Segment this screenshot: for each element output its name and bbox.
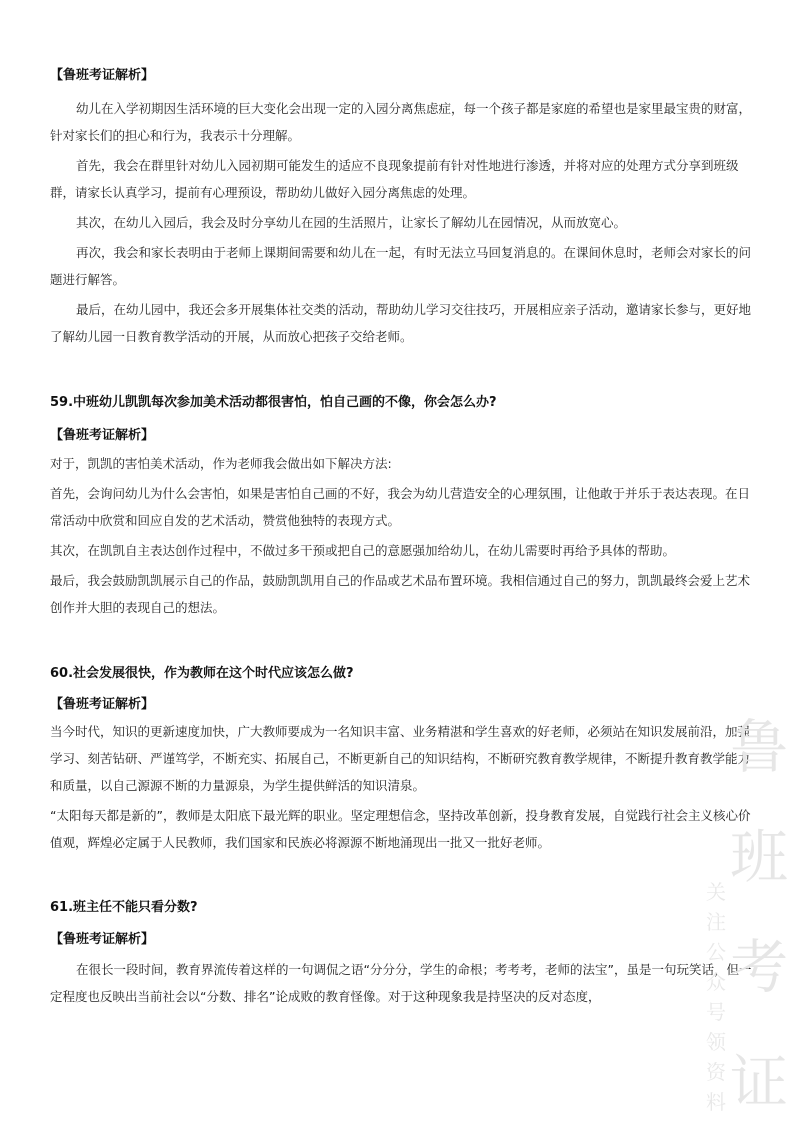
paragraph: 其次，在凯凯自主表达创作过程中，不做过多干预或把自己的意愿强加给幼儿，在幼儿需要时再给予具体的帮助。 bbox=[50, 543, 676, 558]
watermark-char: 证 bbox=[730, 1048, 789, 1116]
watermark-char: 资 bbox=[706, 1060, 726, 1084]
watermark-char: 众 bbox=[706, 970, 726, 994]
watermark-char: 考 bbox=[730, 933, 789, 1001]
paragraph: 对于，凯凯的害怕美术活动，作为老师我会做出如下解决方法: bbox=[50, 456, 392, 471]
paragraph: 最后，在幼儿园中，我还会多开展集体社交类的活动，帮助幼儿学习交往技巧，开展相应亲子活动，邀请家长参与，更好地了解幼儿园一日教育教学活动的开展，从而放心把孩子交给老师。 bbox=[50, 302, 752, 344]
paragraph: 首先，我会在群里针对幼儿入园初期可能发生的适应不良现象提前有针对性地进行渗透，并将对应的处理方式分享到班级群，请家长认真学习，提前有心理预设，帮助幼儿做好入园分离焦虑的处理。 bbox=[50, 158, 739, 200]
watermark-char: 领 bbox=[706, 1030, 726, 1054]
question-heading: 60.社会发展很快，作为教师在这个时代应该怎么做? bbox=[50, 666, 354, 681]
watermark-char: 号 bbox=[706, 1000, 726, 1024]
watermark-char: 鲁 bbox=[730, 713, 789, 781]
watermark-char: 料 bbox=[706, 1090, 726, 1114]
paragraph: 首先，会询问幼儿为什么会害怕，如果是害怕自己画的不好，我会为幼儿营造安全的心理氛围，让他敢于并乐于表达表现。在日常活动中欣赏和回应自发的艺术活动，赞赏他独特的表现方式。 bbox=[50, 486, 751, 528]
paragraph: 其次，在幼儿入园后，我会及时分享幼儿在园的生活照片，让家长了解幼儿在园情况，从而放宽心。 bbox=[76, 215, 627, 230]
watermark-char: 注 bbox=[706, 910, 726, 934]
analysis-tag: 【鲁班考证解析】 bbox=[50, 68, 155, 83]
question-heading: 61.班主任不能只看分数? bbox=[50, 900, 198, 915]
paragraph: 当今时代，知识的更新速度加快，广大教师要成为一名知识丰富、业务精湛和学生喜欢的好老师，必须站在知识发展前沿，加强学习、刻苦钻研、严谨笃学，不断充实、拓展自己，不断更新自己的知识结构，不断研究教育教学规律，不断提升教育教学能力和质量，以自己源源不断的力量源泉，为学生提供鲜活的知识清泉。 bbox=[50, 724, 751, 793]
paragraph: 最后，我会鼓励凯凯展示自己的作品，鼓励凯凯用自己的作品或艺术品布置环境。我相信通过自己的努力，凯凯最终会爱上艺术创作并大胆的表现自己的想法。 bbox=[50, 573, 751, 615]
analysis-tag: 【鲁班考证解析】 bbox=[50, 697, 155, 712]
watermark-char: 班 bbox=[730, 823, 789, 891]
paragraph: 幼儿在入学初期因生活环境的巨大变化会出现一定的入园分离焦虑症，每一个孩子都是家庭的希望也是家里最宝贵的财富，针对家长们的担心和行为，我表示十分理解。 bbox=[50, 101, 752, 143]
paragraph: 在很长一段时间，教育界流传着这样的一句调侃之语“分分分，学生的命根；考考考，老师的法宝”，虽是一句玩笑话，但一定程度也反映出当前社会以“分数、排名”论成败的教育怪像。对于这种现象我是持坚决的反对态度， bbox=[50, 962, 752, 1004]
paragraph: “太阳每天都是新的”，教师是太阳底下最光辉的职业。坚定理想信念，坚持改革创新，投身教育发展，自觉践行社会主义核心价值观，辉煌必定属于人民教师，我们国家和民族必将源源不断地涌现出一批又一批好老师。 bbox=[50, 808, 751, 850]
paragraph: 再次，我会和家长表明由于老师上课期间需要和幼儿在一起，有时无法立马回复消息的。在课间休息时，老师会对家长的问题进行解答。 bbox=[50, 245, 752, 287]
analysis-tag: 【鲁班考证解析】 bbox=[50, 932, 155, 947]
question-heading: 59.中班幼儿凯凯每次参加美术活动都很害怕，怕自己画的不像，你会怎么办? bbox=[50, 395, 497, 410]
watermark-char: 关 bbox=[706, 880, 726, 904]
analysis-tag: 【鲁班考证解析】 bbox=[50, 428, 155, 443]
watermark-char: 公 bbox=[706, 940, 726, 964]
